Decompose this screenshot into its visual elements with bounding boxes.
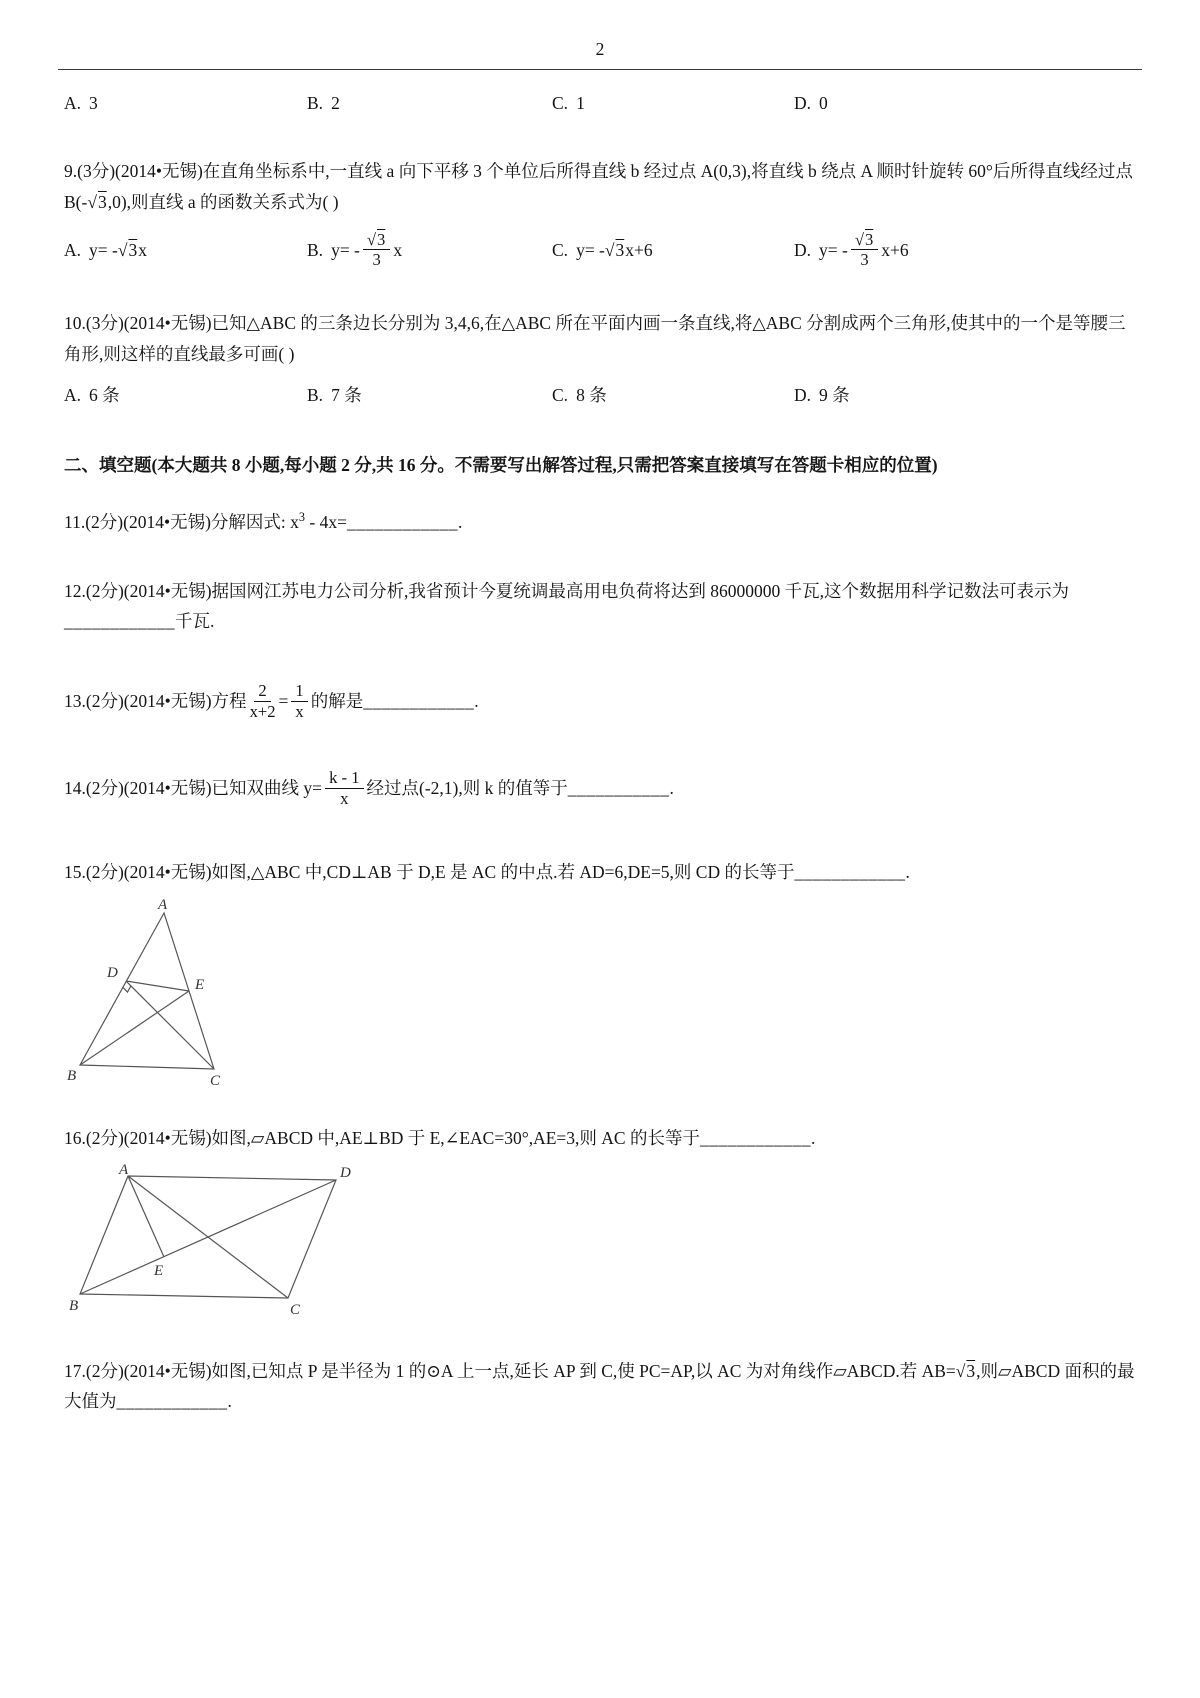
q9-option-b: B. y= - $\frac{√3}{3}$ x [307,229,403,270]
question-16 [64,1123,1136,1322]
answer-blank: ____________ [699,1128,811,1149]
vertex-label-b: B [69,1297,79,1314]
section-2-title: 二、填空题(本大题共 8 小题,每小题 2 分,共 16 分。不需要写出解答过程,只需把答案直接填写在答题卡相应的位置) [64,455,938,476]
question-13-stem: 13.(2分)(2014•无锡)方程 $\frac{2}{x+2}$ = $\frac{1}{x}$ 的解是 ____________ . [64,680,479,721]
page-content [0,88,1200,1477]
q8-option-a: A. 3 [64,92,98,113]
diagonal-bd [80,1180,336,1294]
header-rule [58,69,1142,70]
answer-blank: ____________ [363,690,475,711]
question-17-stem: 17.(2分)(2014•无锡)如图,已知点 P 是半径为 1 的⊙A 上一点,延长 AP 到 C,使 PC=AP,以 AC 为对角线作▱ABCD.若 AB=√3,则▱ABCD 面积的最大值为____________. [64,1360,1135,1412]
page-number: 2 [595,39,605,59]
q9-option-d: D. y= - $\frac{√3}{3}$ x+6 [794,229,909,270]
answer-blank: ___________ [567,777,670,798]
exponent: 3 [298,510,306,525]
fraction: $\frac{√3}{3}$ [363,230,390,271]
question-17 [64,1356,1136,1477]
fraction: $\frac{2}{x+2}$ [249,680,276,721]
sqrt-radical: √3 [955,1360,976,1381]
answer-blank: ____________ [346,511,458,532]
fraction: $\frac{1}{x}$ [291,681,307,722]
fraction: $\frac{k - 1}{x}$ [325,768,363,809]
question-13 [64,681,1136,722]
vertex-label-d: D [107,965,118,982]
parallelogram-figure [64,1164,394,1322]
q10-option-d: D. 9 条 [794,384,850,405]
question-9 [64,156,1136,270]
vertex-label-a: A [119,1163,129,1178]
q8-option-d: D. 0 [794,92,828,113]
vertex-label-a: A [158,897,168,914]
sqrt-radical: √3 [87,191,107,212]
sqrt-radical: √3 [117,239,138,260]
question-9-stem: 9.(3分)(2014•无锡)在直角坐标系中,一直线 a 向下平移 3 个单位后所得直线 b 经过点 A(0,3),将直线 b 绕点 A 顺时针旋转 60°后所得直线经过点 B(-√3,0),则直线 a 的函数关系式为( ) [64,161,1133,212]
question-11 [64,507,1136,538]
question-15 [64,857,1136,1090]
question-12 [64,576,1136,637]
triangle-figure [64,897,279,1089]
question-14 [64,768,1136,809]
vertex-label-c: C [210,1073,221,1090]
sqrt-radical: √3 [604,239,625,260]
fraction: $\frac{√3}{3}$ [851,230,878,271]
question-10-options [64,380,1136,411]
question-11-stem: 11.(2分)(2014•无锡)分解因式: $x^3$ - 4x=____________. [64,510,463,532]
sqrt-radical: √3 [854,229,874,249]
q10-option-a: A. 6 条 [64,384,120,405]
question-12-stem: 12.(2分)(2014•无锡)据国网江苏电力公司分析,我省预计今夏统调最高用电负荷将达到 86000000 千瓦,这个数据用科学记数法可表示为____________千瓦. [64,580,1070,632]
vertex-label-e: E [195,977,205,994]
vertex-label-d: D [340,1164,351,1181]
segment-ae [128,1176,164,1257]
question-8-options [64,88,1136,119]
vertex-label-b: B [67,1068,77,1085]
segment-de [126,981,189,991]
question-9-options [64,230,1136,271]
question-10-stem: 10.(3分)(2014•无锡)已知△ABC 的三条边长分别为 3,4,6,在△ABC 所在平面内画一条直线,将△ABC 分割成两个三角形,使其中的一个是等腰三角形,则这样的直线最多可画( ) [64,313,1126,364]
vertex-label-c: C [290,1301,301,1318]
page-header [0,0,1200,65]
q8-option-c: C. 1 [552,92,585,113]
q9-option-c: C. y= -√3x+6 [552,239,653,260]
q8-option-b: B. 2 [307,92,340,113]
q10-option-c: C. 8 条 [552,384,607,405]
question-14-stem: 14.(2分)(2014•无锡)已知双曲线 y= $\frac{k - 1}{x}$ 经过点(-2,1),则 k 的值等于 ___________ . [64,767,674,808]
q10-option-b: B. 7 条 [307,384,362,405]
answer-blank: ____________ [794,861,906,882]
answer-blank: ____________ [64,611,175,632]
question-15-stem: 15.(2分)(2014•无锡)如图,△ABC 中,CD⊥AB 于 D,E 是 AC 的中点.若 AD=6,DE=5,则 CD 的长等于____________. [64,861,910,882]
question-16-stem: 16.(2分)(2014•无锡)如图,▱ABCD 中,AE⊥BD 于 E,∠EAC=30°,AE=3,则 AC 的长等于____________. [64,1128,816,1149]
q9-option-a: A. y= -√3x [64,239,147,260]
triangle-abc [80,913,214,1069]
vertex-label-e: E [154,1262,164,1279]
question-10 [64,308,1136,410]
sqrt-radical: √3 [366,229,386,249]
answer-blank: ____________ [116,1391,228,1412]
